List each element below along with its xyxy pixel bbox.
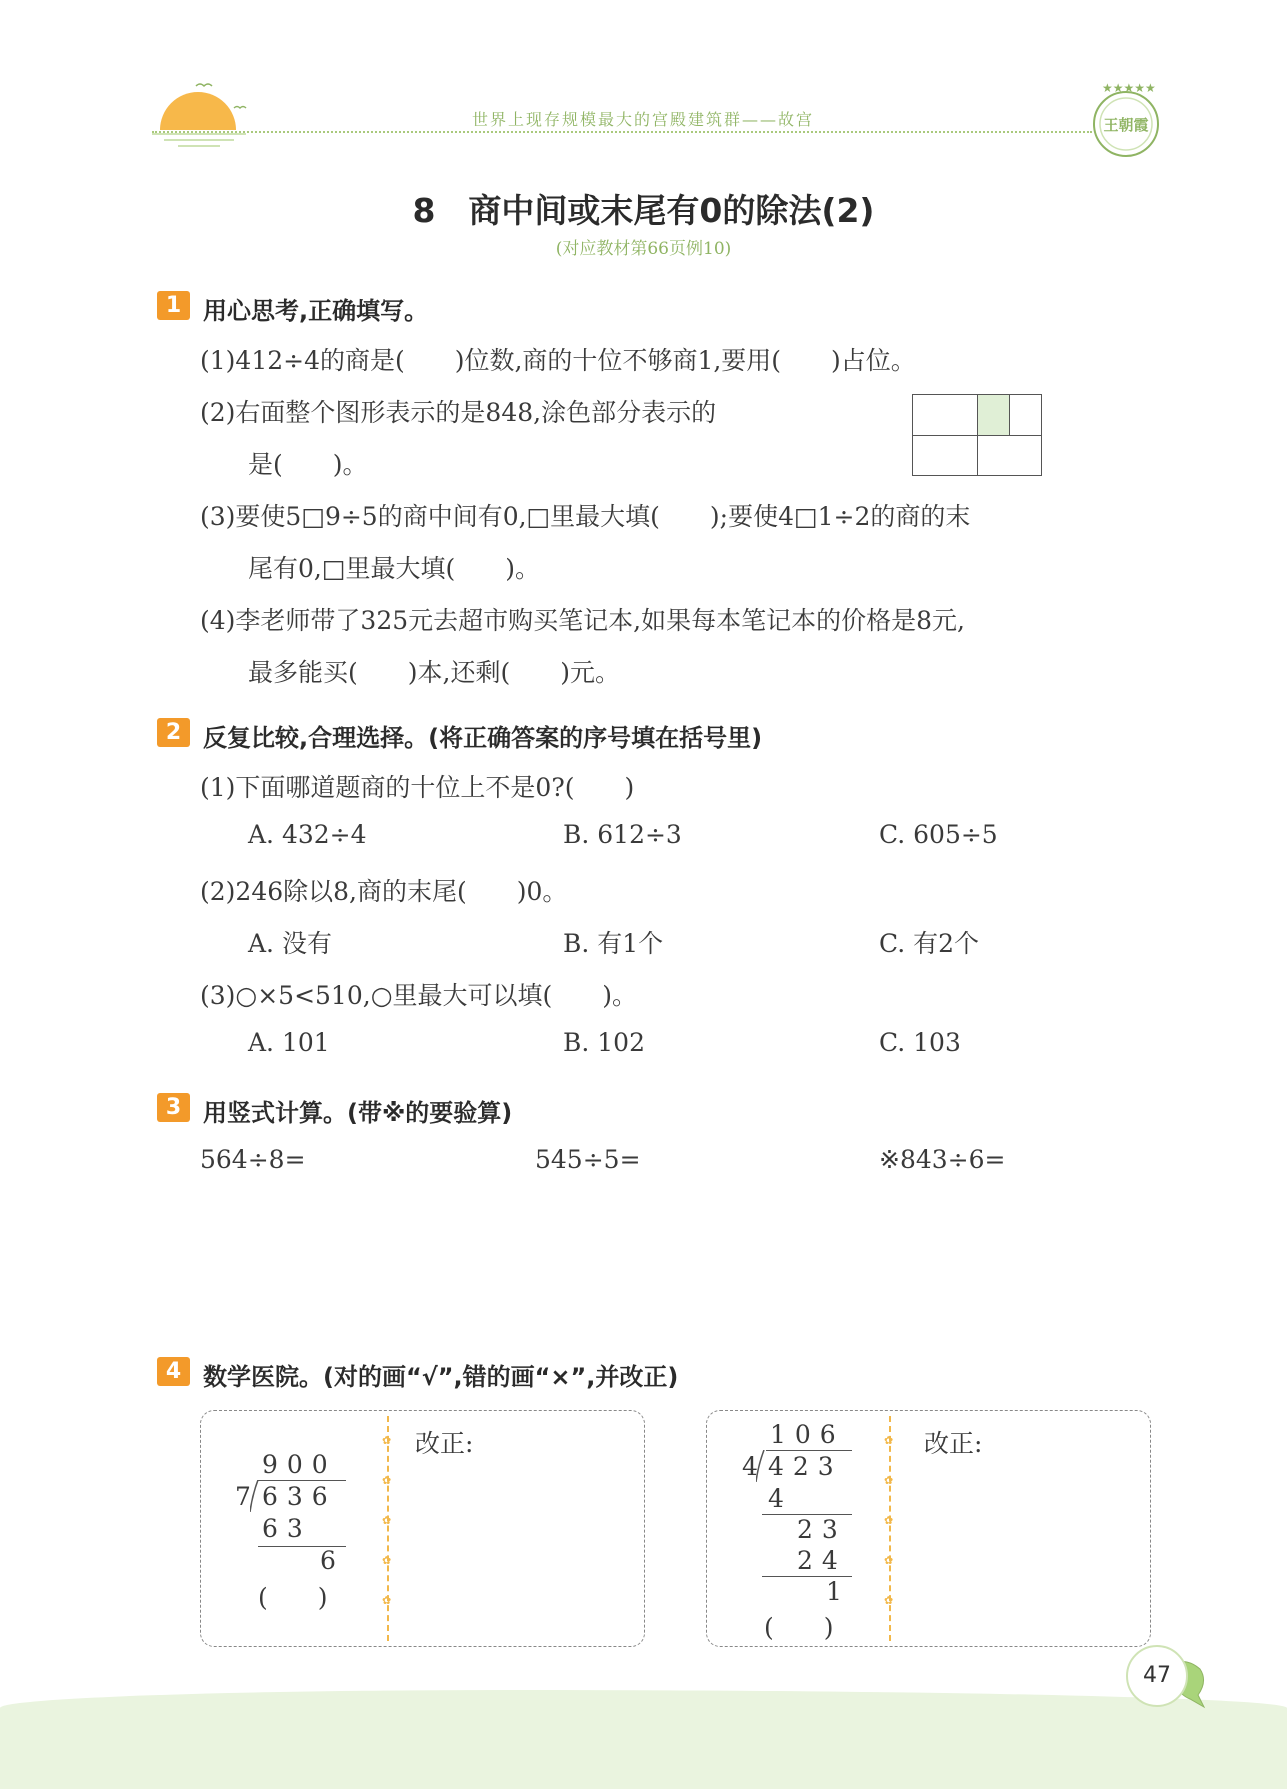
right-step-2: 23 — [797, 1515, 847, 1544]
section-3-title: 用竖式计算。(带※的要验算) — [203, 1099, 513, 1127]
header-divider — [152, 131, 1092, 133]
question-2-2: (2)246除以8,商的末尾( )0。 — [200, 877, 568, 906]
section-1-badge: 1 — [157, 291, 190, 320]
option-2-2-c: C. 有2个 — [879, 929, 980, 958]
option-2-1-b: B. 612÷3 — [563, 820, 682, 849]
fraction-grid-figure — [912, 394, 1042, 476]
question-1-4-line1: (4)李老师带了325元去超市购买笔记本,如果每本笔记本的价格是8元, — [200, 606, 965, 635]
box-left-divider — [387, 1416, 389, 1641]
page-subtitle: (对应教材第66页例10) — [555, 239, 732, 259]
page-title: 8 商中间或末尾有0的除法(2) — [412, 191, 875, 230]
section-2-title: 反复比较,合理选择。(将正确答案的序号填在括号里) — [203, 724, 763, 752]
left-division-bracket — [250, 1480, 262, 1512]
calc-item-3: ※843÷6= — [879, 1145, 1006, 1174]
option-2-1-a: A. 432÷4 — [248, 820, 367, 849]
question-1-2-line2: 是( )。 — [248, 450, 368, 479]
question-2-3: (3)○×5<510,○里最大可以填( )。 — [200, 981, 638, 1010]
left-answer-paren: ( ) — [258, 1583, 328, 1612]
right-step-1: 4 — [768, 1484, 793, 1513]
logo-text: 王朝霞 — [1103, 116, 1149, 134]
right-division-bracket — [756, 1450, 768, 1482]
section-3-badge: 3 — [157, 1093, 190, 1122]
question-1-3-line2: 尾有0,□里最大填( )。 — [248, 554, 540, 583]
left-dividend: 636 — [262, 1482, 337, 1511]
option-2-3-a: A. 101 — [248, 1028, 330, 1057]
calc-item-2: 545÷5= — [535, 1145, 641, 1174]
header-text: 世界上现存规模最大的宫殿建筑群——故宫 — [472, 110, 815, 129]
question-1-4-line2: 最多能买( )本,还剩( )元。 — [248, 658, 620, 687]
correction-label-right: 改正: — [924, 1429, 983, 1458]
svg-text:★★★★★: ★★★★★ — [1102, 81, 1156, 95]
section-4-title: 数学医院。(对的画“√”,错的画“×”,并改正) — [203, 1363, 679, 1391]
question-1-3-line1: (3)要使5□9÷5的商中间有0,□里最大填( );要使4□1÷2的商的末 — [200, 502, 971, 531]
right-bracket-top — [766, 1450, 852, 1451]
logo-badge — [1086, 78, 1166, 162]
box-right-divider — [889, 1416, 891, 1641]
option-2-3-b: B. 102 — [563, 1028, 645, 1057]
section-1-title: 用心思考,正确填写。 — [203, 297, 429, 325]
calc-item-1: 564÷8= — [200, 1145, 306, 1174]
right-step-3: 24 — [797, 1546, 847, 1575]
footer-background — [0, 1690, 1287, 1789]
page-number: 47 — [1126, 1645, 1188, 1707]
left-bracket-top — [258, 1480, 346, 1481]
question-2-1: (1)下面哪道题商的十位上不是0?( ) — [200, 773, 635, 802]
sunset-icon — [150, 78, 250, 150]
shaded-cell — [978, 395, 1009, 435]
right-dividend: 423 — [768, 1452, 843, 1481]
section-4-badge: 4 — [157, 1357, 190, 1386]
right-divisor: 4 — [742, 1452, 767, 1481]
question-1-2-line1: (2)右面整个图形表示的是848,涂色部分表示的 — [200, 398, 717, 427]
option-2-3-c: C. 103 — [879, 1028, 961, 1057]
correction-label-left: 改正: — [415, 1429, 474, 1458]
left-remainder: 6 — [320, 1546, 345, 1575]
left-quotient: 900 — [262, 1450, 337, 1479]
right-remainder: 1 — [826, 1577, 851, 1606]
left-step-1: 63 — [262, 1514, 312, 1543]
question-1-1: (1)412÷4的商是( )位数,商的十位不够商1,要用( )占位。 — [200, 346, 916, 375]
option-2-2-a: A. 没有 — [248, 929, 332, 958]
right-answer-paren: ( ) — [764, 1613, 834, 1642]
section-2-badge: 2 — [157, 718, 190, 747]
option-2-2-b: B. 有1个 — [563, 929, 664, 958]
left-divisor: 7 — [235, 1482, 260, 1511]
right-quotient: 106 — [770, 1420, 845, 1449]
option-2-1-c: C. 605÷5 — [879, 820, 998, 849]
